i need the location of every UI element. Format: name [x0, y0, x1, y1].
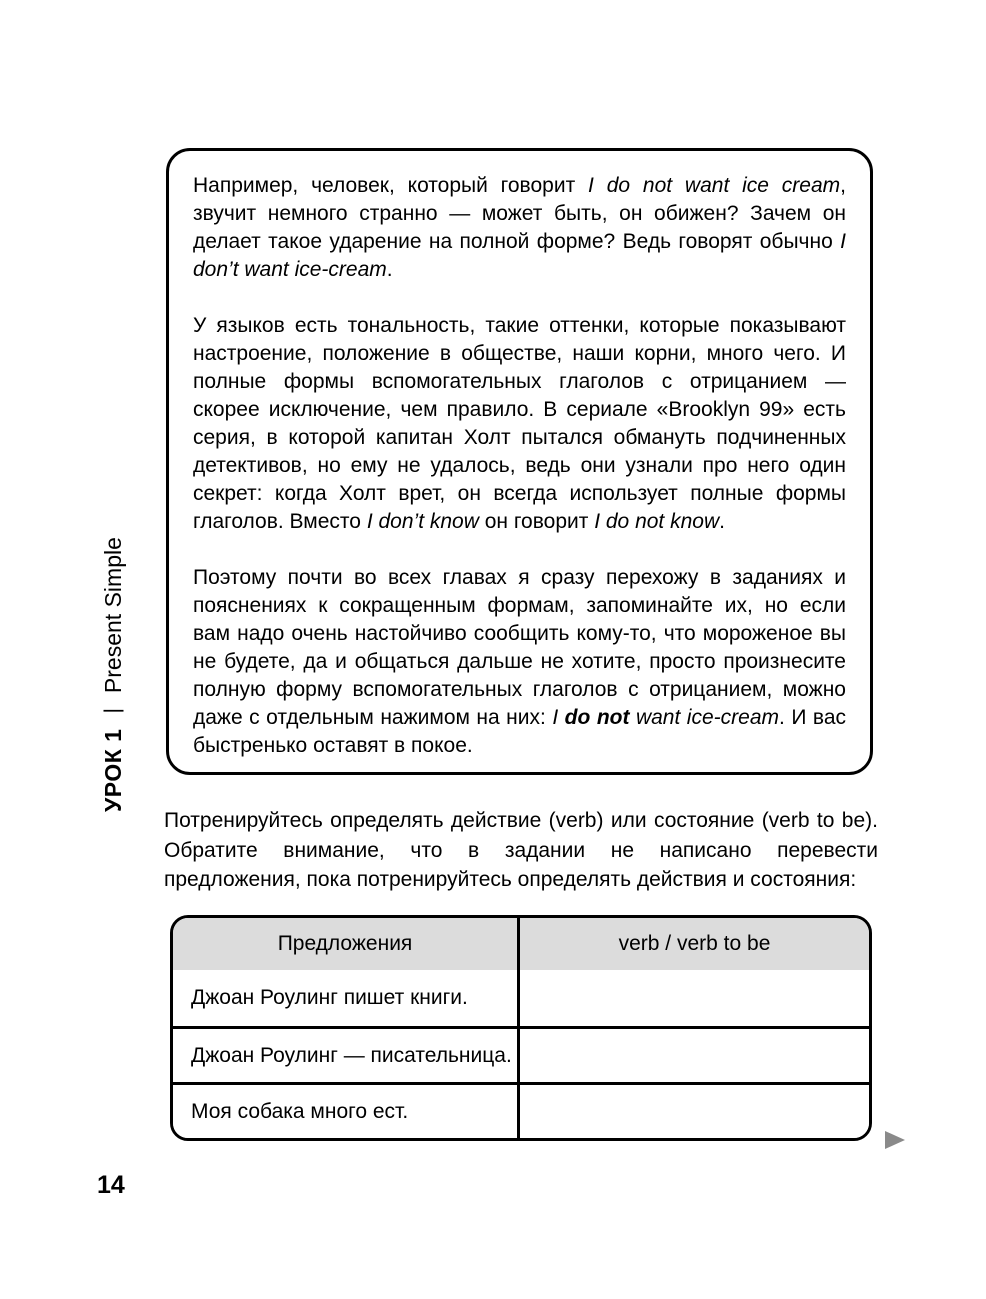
note-text-segment: I do not know — [594, 510, 720, 533]
note-text-segment: Например, человек, который говорит — [193, 174, 589, 197]
table-row — [173, 1026, 869, 1082]
sentence-cell: Джоан Роулинг — писательница. — [173, 1029, 520, 1082]
table-header-row — [173, 918, 869, 970]
exercise-intro: Потренируйтесь определять действие (verb) или состояние (verb to be). Обратите внимание, что в задании не написано перевести предложения, пока потренируйтесь определять действия и состояния: — [164, 809, 878, 891]
note-text-segment: , звучит немного странно — может быть, он обижен? Зачем он делает такое ударение на полной форме? Ведь говорят обычно — [193, 174, 846, 253]
table-header-verb: verb / verb to be — [618, 932, 771, 955]
note-text-segment: want ice-cream — [629, 706, 779, 729]
page-number: 14 — [97, 1171, 125, 1199]
sidebar-divider: | — [101, 708, 124, 714]
answer-cell — [520, 970, 869, 1026]
lesson-title-label: Present Simple — [99, 537, 126, 694]
answer-cell — [520, 1029, 869, 1082]
sentence-cell: Моя собака много ест. — [173, 1085, 520, 1138]
note-box — [166, 148, 873, 775]
table-row — [173, 970, 869, 1026]
lesson-number-label: УРОК 1 — [99, 728, 126, 812]
note-text-segment: Поэтому почти во всех главах я сразу перехожу в заданиях и пояснениях к сокращенным формам, запоминайте их, но если вам надо очень настойчиво сообщить кому-то, что мороженое вы не будете, да и общаться дальше не хотите, просто произнесите полную форму вспомогательных глаголов с отрицанием, можно даже с отдельным нажимом на них: — [193, 566, 846, 729]
note-text-segment: . — [386, 258, 393, 281]
exercise-table — [170, 915, 872, 1141]
next-page-arrow-icon — [885, 1131, 905, 1149]
note-text-segment: I don’t know — [366, 510, 479, 533]
answer-cell — [520, 1085, 869, 1138]
note-paragraph — [193, 172, 846, 284]
note-text-segment: . И вас быстренько оставят в покое. — [193, 706, 847, 757]
note-text-segment: I do not want ice cream — [588, 174, 841, 197]
table-header-sentences: Предложения — [173, 918, 520, 970]
note-paragraph — [193, 312, 846, 536]
note-text-segment: do not — [564, 706, 630, 729]
note-text-segment: I don’t want ice-cream — [193, 230, 846, 281]
note-text-segment: I — [552, 706, 565, 729]
note-text-segment: он говорит — [478, 510, 595, 533]
table-row — [173, 1082, 869, 1138]
note-text-segment: . — [719, 510, 725, 533]
lesson-sidebar-rotated-text — [97, 500, 129, 812]
note-text-segment: У языков есть тональность, такие оттенки, которые показывают настроение, положение в обществе, наши корни, много чего. И полные формы вспомогательных глаголов с отрицанием — скорее исключение, чем правило. В сериале «Brooklyn 99» есть серия, в которой капитан Холт пытался обмануть подчиненных детективов, но ему не удалось, ведь они узнали про него один секрет: когда Холт врет, он всегда использует полные формы глаголов. Вместо — [193, 314, 846, 533]
note-paragraph — [193, 564, 846, 760]
sentence-cell: Джоан Роулинг пишет книги. — [173, 970, 520, 1026]
